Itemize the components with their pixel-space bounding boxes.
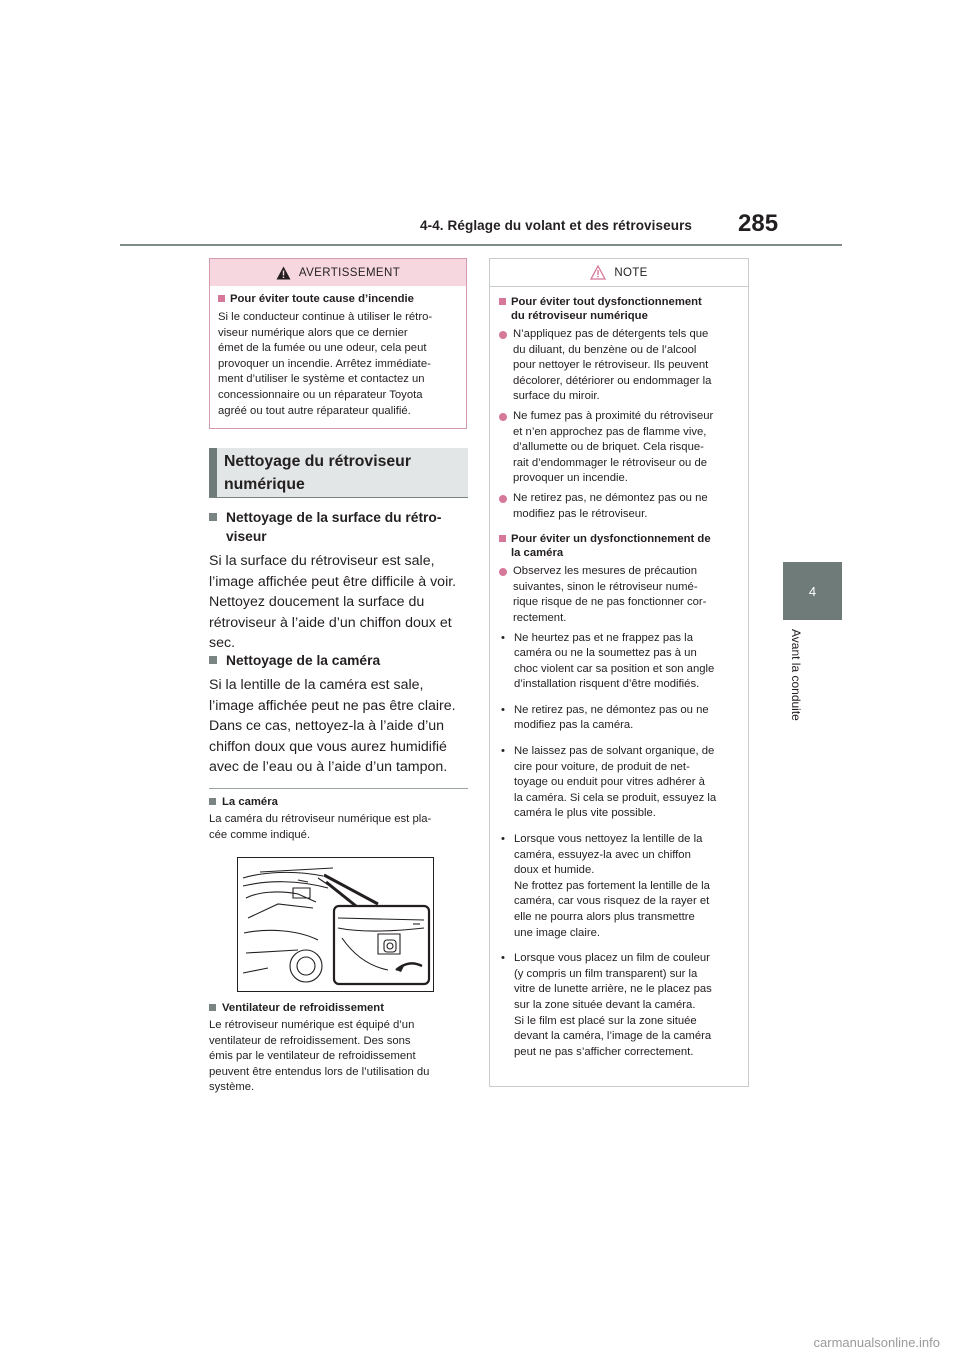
note-header: [490, 259, 748, 287]
camera-cleaning-block: [209, 651, 471, 778]
square-bullet-icon: [209, 656, 217, 664]
square-bullet-icon: [209, 798, 216, 805]
surface-cleaning-heading: Nettoyage de la surface du rétro- viseur: [209, 508, 471, 546]
square-bullet-icon: [499, 298, 506, 305]
section-heading-bar: [209, 448, 217, 497]
note-bullet-item: • Ne retirez pas, ne démontez pas ou ne modifiez pas la caméra.: [501, 703, 709, 732]
warning-triangle-icon: [276, 266, 291, 280]
watermark: carmanualsonline.info: [813, 1335, 940, 1350]
note-dot-item: Ne fumez pas à proximité du rétroviseur et n’en approchez pas de flamme vive, d’allumette ou de briquet. Cela risque- rait d’endommager le rétroviseur ou de provoquer un incendie.: [499, 409, 740, 487]
caution-outline-icon: [590, 265, 606, 280]
section-heading: Nettoyage du rétroviseur numérique: [209, 448, 468, 498]
circle-bullet-icon: [499, 495, 507, 503]
warning-subheading: Pour éviter toute cause d’incendie: [218, 292, 458, 306]
header-rule: [120, 244, 842, 246]
note-dot-item: Ne retirez pas, ne démontez pas ou ne modifiez pas le rétroviseur.: [499, 491, 740, 522]
warning-box: [209, 258, 467, 429]
note-group1-heading: Pour éviter tout dysfonctionnement du rétroviseur numérique: [499, 295, 740, 323]
circle-bullet-icon: [499, 413, 507, 421]
camera-info-text: La caméra du rétroviseur numérique est pla- cée comme indiqué.: [209, 813, 432, 841]
surface-cleaning-block: [209, 508, 471, 654]
camera-info-block: [209, 795, 471, 843]
note-bullet-item: • Ne laissez pas de solvant organique, de cire pour voiture, de produit de net- toyage ou enduit pour vitres adhérer à la caméra. Si cela se produit, essuyez la caméra le plus vite possible.: [501, 745, 717, 820]
camera-info-heading: La caméra: [209, 795, 471, 809]
note-bullet-item: • Lorsque vous placez un film de couleur (y compris un film transparent) sur la vitre de lunette arrière, ne le placez pas sur la zone située devant la caméra. Si le film est placé sur la zone située devant la caméra, l’image de la caméra peut ne pas s’afficher correctement.: [501, 952, 712, 1058]
circle-bullet-icon: [499, 331, 507, 339]
fan-text: Le rétroviseur numérique est équipé d’un ventilateur de refroidissement. Des sons émis par le ventilateur de refroidissement peuvent être entendus lors de l’utilisation du système.: [209, 1019, 430, 1094]
chapter-title: Avant la conduite: [789, 629, 803, 721]
page-number: 285: [738, 210, 779, 237]
square-bullet-icon: [499, 535, 506, 542]
warning-text: Si le conducteur continue à utiliser le rétro- viseur numérique alors que ce dernier émet de la fumée ou une odeur, cela peut provoquer un incendie. Arrêtez immédiate- ment d’utiliser le système et contactez un concessionnaire ou un réparateur Toyota agréé ou tout autre réparateur qualifié.: [218, 311, 433, 417]
circle-bullet-icon: [499, 568, 507, 576]
note-title: NOTE: [614, 266, 648, 279]
note-box: [489, 258, 749, 1087]
running-header: 4-4. Réglage du volant et des rétroviseurs: [420, 218, 693, 233]
square-bullet-icon: [209, 1004, 216, 1011]
fan-heading: Ventilateur de refroidissement: [209, 1001, 471, 1015]
warning-header: [210, 259, 466, 286]
note-bullet-item: • Ne heurtez pas et ne frappez pas la caméra ou ne la soumettez pas à un choc violent car sa position et son angle d’installation risquent d’être modifiés.: [501, 631, 715, 691]
note-dot-item: Observez les mesures de précaution suivantes, sinon le rétroviseur numé- rique risque de ne pas fonctionner cor- rectement.: [499, 564, 740, 626]
warning-title: AVERTISSEMENT: [298, 266, 401, 279]
chapter-tab: 4: [783, 562, 842, 620]
square-bullet-icon: [209, 513, 217, 521]
note-bullet-item: • Lorsque vous nettoyez la lentille de la caméra, essuyez-la avec un chiffon doux et humide. Ne frottez pas fortement la lentille de la caméra, car vous risquez de la rayer et elle ne pourra alors plus transmettre une image claire.: [501, 833, 710, 939]
camera-location-illustration: [237, 857, 434, 992]
surface-cleaning-text: Si la surface du rétroviseur est sale, l’image affichée peut être difficile à voir. Nettoyez doucement la surface du rétroviseur à l’aide d’un chiffon doux et sec.: [209, 553, 457, 651]
camera-cleaning-heading: Nettoyage de la caméra: [209, 651, 471, 670]
square-bullet-icon: [218, 295, 225, 302]
camera-cleaning-text: Si la lentille de la caméra est sale, l’image affichée peut ne pas être claire. Dans ce cas, nettoyez-la à l’aide d’un chiffon doux que vous aurez humidifié avec de l’eau ou à l’aide d’un tampon.: [209, 677, 456, 775]
note-dot-item: N’appliquez pas de détergents tels que du diluant, du benzène ou de l’alcool pour nettoyer le rétroviseur. Ils peuvent décolorer, détériorer ou endommager la surface du miroir.: [499, 327, 740, 405]
section-divider: [209, 788, 468, 789]
vehicle-rear-camera-drawing: [238, 858, 433, 991]
fan-block: [209, 1001, 471, 1096]
note-group2-heading: Pour éviter un dysfonctionnement de la caméra: [499, 532, 740, 560]
